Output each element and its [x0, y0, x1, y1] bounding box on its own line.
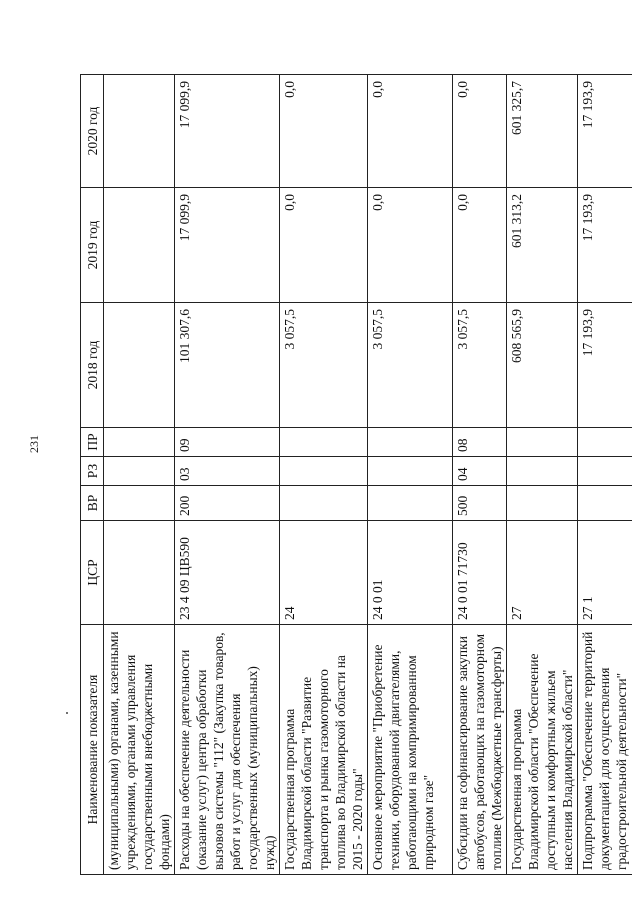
cell-pr [578, 428, 632, 457]
cell-2018 [104, 303, 175, 428]
cell-2018: 3 057,5 [280, 303, 368, 428]
cell-name: (муниципальными) органами, казенными учреждениями, органами управления государственными внебюджетными фондами) [104, 625, 175, 875]
cell-pr [104, 428, 175, 457]
cell-2020: 0,0 [280, 75, 368, 188]
cell-2020: 601 325,7 [507, 75, 578, 188]
cell-csr: 24 0 01 71730 [453, 521, 507, 625]
scan-dot [66, 712, 68, 714]
cell-vr [578, 486, 632, 521]
cell-rz: 03 [175, 457, 280, 486]
cell-name: Государственная программа Владимирской области "Развитие транспорта и рынка газомоторного топлива во Владимирской области на 2015 - 2020 годы" [280, 625, 368, 875]
cell-rz [368, 457, 453, 486]
cell-vr [368, 486, 453, 521]
header-rz: РЗ [81, 457, 104, 486]
cell-2020: 0,0 [453, 75, 507, 188]
cell-2019: 17 099,9 [175, 188, 280, 303]
cell-2018: 17 193,9 [578, 303, 632, 428]
cell-name: Расходы на обеспечение деятельности (оказание услуг) центра обработки вызовов системы "112" (Закупка товаров, работ и услуг для обеспечения государственных (муниципальных) нужд) [175, 625, 280, 875]
cell-name: Субсидии на софинансирование закупки автобусов, работающих на газомоторном топливе (Межбюджетные трансферты) [453, 625, 507, 875]
cell-csr: 24 [280, 521, 368, 625]
cell-pr [280, 428, 368, 457]
cell-csr: 23 4 09 ЦВ590 [175, 521, 280, 625]
cell-name: Государственная программа Владимирской области "Обеспечение доступным и комфортным жильем населения Владимирской области" [507, 625, 578, 875]
cell-csr [104, 521, 175, 625]
header-vr: ВР [81, 486, 104, 521]
header-pr: ПР [81, 428, 104, 457]
cell-pr: 08 [453, 428, 507, 457]
table-row [175, 75, 280, 875]
header-2018: 2018 год [81, 303, 104, 428]
table-row [578, 75, 632, 875]
cell-pr: 09 [175, 428, 280, 457]
cell-vr: 500 [453, 486, 507, 521]
cell-vr [104, 486, 175, 521]
cell-name: Подпрограмма "Обеспечение территорий документацией для осуществления градостроительной деятельности" [578, 625, 632, 875]
cell-rz: 04 [453, 457, 507, 486]
cell-2019: 17 193,9 [578, 188, 632, 303]
header-csr: ЦСР [81, 521, 104, 625]
cell-2018: 101 307,6 [175, 303, 280, 428]
cell-vr: 200 [175, 486, 280, 521]
cell-vr [507, 486, 578, 521]
table-header-row [81, 75, 104, 875]
table-row [368, 75, 453, 875]
cell-2019: 0,0 [368, 188, 453, 303]
cell-2018: 3 057,5 [453, 303, 507, 428]
table-row [507, 75, 578, 875]
cell-vr [280, 486, 368, 521]
cell-csr: 27 [507, 521, 578, 625]
cell-rz [578, 457, 632, 486]
cell-2020: 0,0 [368, 75, 453, 188]
cell-2020: 17 193,9 [578, 75, 632, 188]
cell-csr: 27 1 [578, 521, 632, 625]
cell-pr [507, 428, 578, 457]
budget-table [80, 74, 632, 875]
header-name: Наименование показателя [81, 625, 104, 875]
header-2020: 2020 год [81, 75, 104, 188]
cell-2019 [104, 188, 175, 303]
cell-2018: 608 565,9 [507, 303, 578, 428]
cell-rz [280, 457, 368, 486]
cell-2018: 3 057,5 [368, 303, 453, 428]
cell-name: Основное мероприятие "Приобретение техники, оборудованной двигателями, работающими на компримированном природном газе" [368, 625, 453, 875]
header-2019: 2019 год [81, 188, 104, 303]
cell-csr: 24 0 01 [368, 521, 453, 625]
cell-2020 [104, 75, 175, 188]
cell-rz [104, 457, 175, 486]
cell-rz [507, 457, 578, 486]
cell-2020: 17 099,9 [175, 75, 280, 188]
table-row [453, 75, 507, 875]
rotated-table-container [80, 75, 629, 875]
table-row [104, 75, 175, 875]
cell-2019: 0,0 [280, 188, 368, 303]
cell-2019: 601 313,2 [507, 188, 578, 303]
page-number: 231 [27, 435, 41, 453]
table-row [280, 75, 368, 875]
cell-2019: 0,0 [453, 188, 507, 303]
cell-pr [368, 428, 453, 457]
